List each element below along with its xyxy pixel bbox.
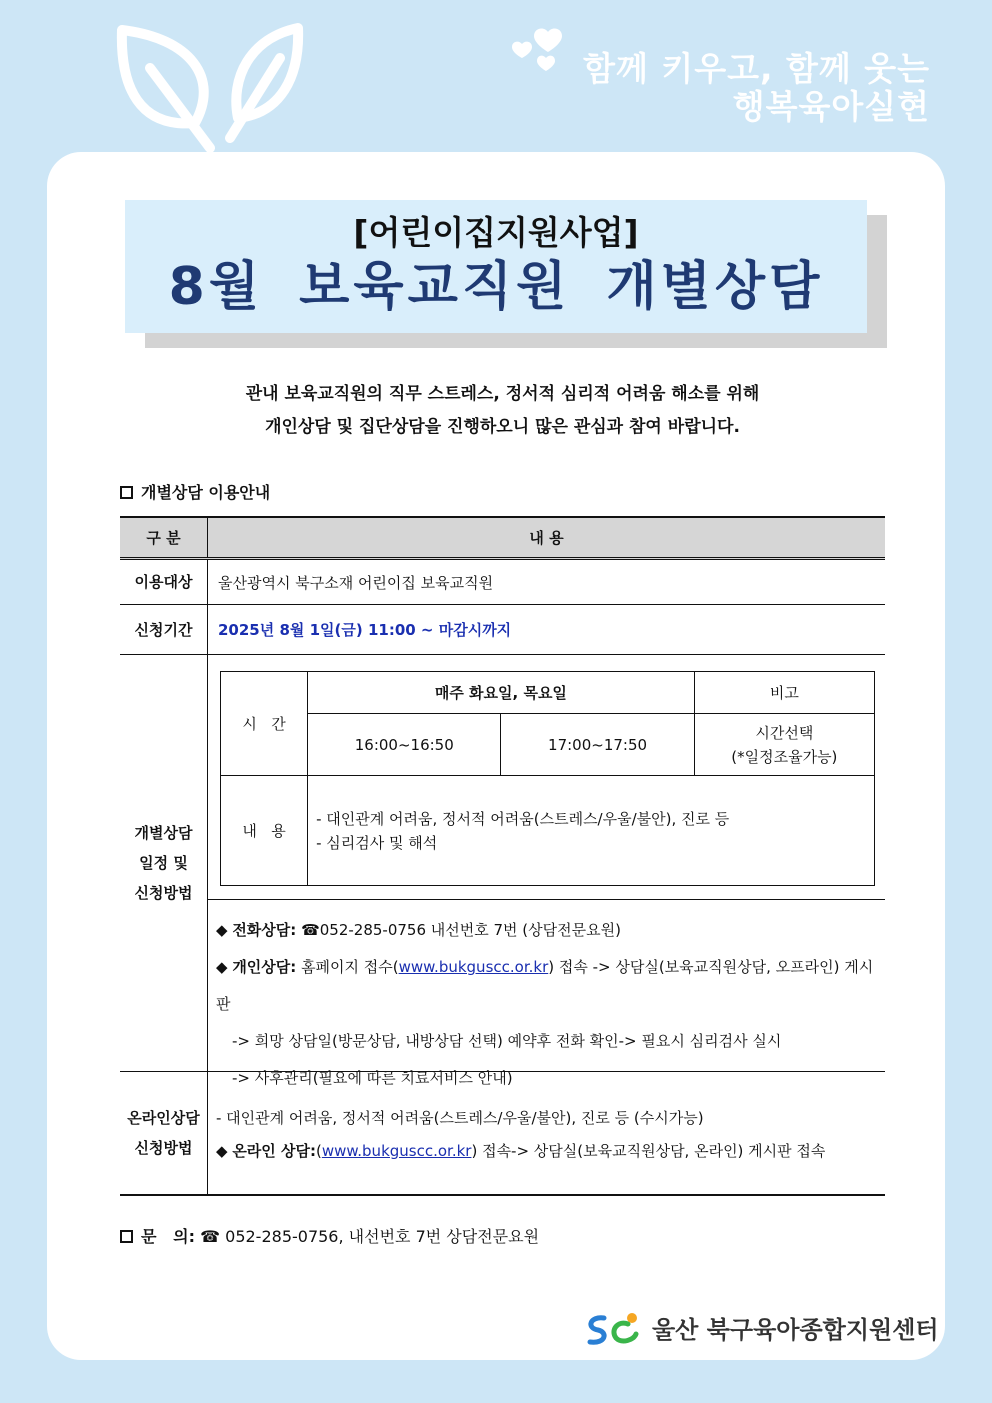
table-row-period bbox=[120, 605, 885, 655]
info-table bbox=[120, 516, 885, 1196]
personal-text1: 홈페이지 접수( bbox=[301, 958, 399, 976]
period-value: 2025년 8월 1일(금) 11:00 ~ 마감시까지 bbox=[218, 621, 512, 639]
phone-label: 전화상담: bbox=[232, 921, 297, 939]
content-label: 내 용 bbox=[221, 776, 308, 886]
slot-2: 17:00~17:50 bbox=[501, 714, 694, 776]
schedule-label bbox=[120, 655, 208, 1071]
content-line2: - 심리검사 및 해석 bbox=[316, 833, 438, 852]
contact-info bbox=[120, 1224, 539, 1247]
phone-line: ◆ 전화상담: ☎052-285-0756 내선번호 7번 (상담전문요원) bbox=[216, 921, 621, 939]
slogan-line1: 함께 키우고, 함께 웃는 bbox=[583, 49, 930, 88]
personal-line2: -> 희망 상담일(방문상담, 내방상담 선택) 예약후 전화 확인-> 필요시 심리검사 실시 bbox=[232, 1032, 782, 1050]
note-line2: (*일정조율가능) bbox=[731, 747, 838, 766]
personal-label: 개인상담: bbox=[232, 958, 297, 976]
section-title-text: 개별상담 이용안내 bbox=[141, 483, 271, 502]
schedule-table bbox=[220, 671, 875, 886]
online-bold: 온라인 상담: bbox=[232, 1142, 316, 1160]
title-box bbox=[125, 200, 867, 333]
online-text1: ( bbox=[315, 1142, 322, 1160]
schedule-content bbox=[208, 655, 885, 1087]
online-label-line2: 신청방법 bbox=[134, 1139, 193, 1157]
center-logo-icon bbox=[582, 1310, 642, 1350]
note-line1: 시간선택 bbox=[755, 723, 814, 742]
personal-line3: -> 사후관리(필요에 따른 치료서비스 안내) bbox=[232, 1069, 513, 1087]
personal-line: ◆ 개인상담: 홈페이지 접수(www.bukguscc.or.kr) 접속 -> 상담실(보육교직원상담, 오프라인) 게시판 bbox=[216, 958, 874, 1013]
apply-methods bbox=[208, 899, 885, 1097]
slogan bbox=[583, 50, 930, 126]
table-header-row bbox=[120, 518, 885, 560]
schedule-label-line1: 개별상담 bbox=[134, 824, 193, 842]
header-content: 내 용 bbox=[529, 529, 564, 547]
table-row-target bbox=[120, 560, 885, 605]
slogan-line2: 행복육아실현 bbox=[732, 87, 930, 126]
page-title: 8월 보육교직원 개별상담 bbox=[168, 257, 824, 317]
online-link[interactable]: www.bukguscc.or.kr bbox=[321, 1142, 472, 1160]
homepage-link[interactable]: www.bukguscc.or.kr bbox=[398, 958, 549, 976]
target-label: 이용대상 bbox=[120, 560, 208, 604]
square-bullet-icon bbox=[120, 1230, 133, 1243]
phone-text: ☎052-285-0756 내선번호 7번 (상담전문요원) bbox=[301, 921, 621, 939]
online-content bbox=[208, 1072, 885, 1194]
target-value: 울산광역시 북구소재 어린이집 보육교직원 bbox=[218, 573, 494, 592]
online-line1: - 대인관계 어려움, 정서적 어려움(스트레스/우울/불안), 진로 등 (수시가능) bbox=[216, 1109, 704, 1127]
intro-line2: 개인상담 및 집단상담을 진행하오니 많은 관심과 참여 바랍니다. bbox=[265, 417, 740, 437]
note-head: 비고 bbox=[694, 672, 874, 714]
table-row-online bbox=[120, 1072, 885, 1194]
time-label: 시 간 bbox=[221, 672, 308, 776]
slot-1: 16:00~16:50 bbox=[308, 714, 501, 776]
content-cell bbox=[308, 776, 875, 886]
schedule-label-line2: 일정 및 bbox=[139, 854, 188, 872]
online-label-line1: 온라인상담 bbox=[127, 1109, 200, 1127]
leaf-icon bbox=[110, 18, 310, 158]
hearts-icon bbox=[508, 26, 570, 74]
section-title bbox=[120, 480, 270, 503]
square-bullet-icon bbox=[120, 486, 133, 499]
intro-line1: 관내 보육교직원의 직무 스트레스, 정서적 심리적 어려움 해소를 위해 bbox=[245, 384, 760, 404]
online-label bbox=[120, 1072, 208, 1194]
contact-label: 문 의: bbox=[141, 1227, 196, 1246]
personal-text2: ) 접속 -> 상담실(보육교직원상담, 오프라인) 게시판 bbox=[216, 958, 874, 1013]
online-line2: ◆ 온라인 상담:(www.bukguscc.or.kr) 접속-> 상담실(보육교직원상담, 온라인) 게시판 접속 bbox=[216, 1142, 826, 1160]
days-cell: 매주 화요일, 목요일 bbox=[308, 672, 695, 714]
center-name: 울산 북구육아종합지원센터 bbox=[652, 1316, 939, 1344]
content-line1: - 대인관계 어려움, 정서적 어려움(스트레스/우울/불안), 진로 등 bbox=[316, 809, 730, 828]
header-category: 구 분 bbox=[120, 518, 208, 557]
title-sub: [어린이집지원사업] bbox=[353, 213, 639, 252]
period-label: 신청기간 bbox=[120, 605, 208, 654]
note-cell bbox=[694, 714, 874, 776]
online-text2: ) 접속-> 상담실(보육교직원상담, 온라인) 게시판 접속 bbox=[471, 1142, 826, 1160]
intro-text bbox=[120, 378, 885, 444]
table-row-schedule bbox=[120, 655, 885, 1087]
contact-text: ☎ 052-285-0756, 내선번호 7번 상담전문요원 bbox=[200, 1227, 540, 1246]
schedule-label-line3: 신청방법 bbox=[134, 884, 193, 902]
